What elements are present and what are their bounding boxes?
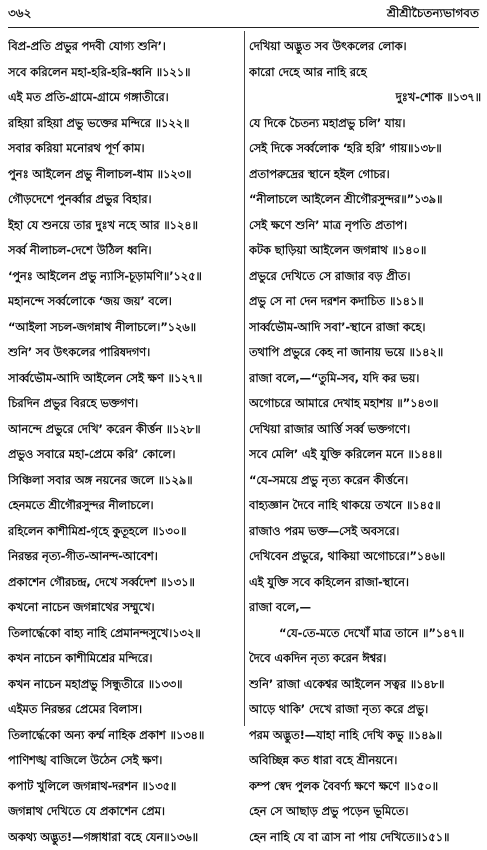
verse-line: রাজাও পরম ভক্ত—সেই অবসরে।	[249, 519, 481, 545]
page-header	[8, 4, 479, 26]
verse-line: যে দিকে চৈতন্য মহাপ্রভু চলি’ যায়।	[249, 111, 481, 137]
verse-line: রহিলেন কাশীমিশ্র-গৃহে কুতূহলে ॥১৩০॥	[8, 519, 240, 545]
verse-line: কটক ছাড়িয়া আইলেন জগন্নাথ ॥১৪০॥	[249, 238, 481, 264]
verse-line: দেখিবেন প্রভুরে, থাকিয়া অগোচরে।”১৪৬॥	[249, 544, 481, 570]
verse-line: এই মত প্রতি-গ্রামে-গ্রামে গঙ্গাতীরে।	[8, 85, 240, 111]
verse-line: সবার করিয়া মনোরথ পূর্ণ কাম।	[8, 136, 240, 162]
verse-line: হেনমতে শ্রীগৌরসুন্দর নীলাচলে।	[8, 493, 240, 519]
verse-line: দুঃখ-শোক ॥১৩৭॥	[249, 85, 481, 111]
verse-line: বাহ্যজ্ঞান দৈবে নাহি থাকয়ে তখনে ॥১৪৫॥	[249, 493, 481, 519]
left-column	[8, 34, 240, 850]
verse-line: কম্প স্বেদ পুলক বৈবর্ণ্য ক্ষণে ক্ষণে ॥১৫০॥	[249, 774, 481, 800]
verse-line: দেখিয়া রাজার আর্ত্তি সর্ব্ব ভক্তগণে।	[249, 417, 481, 443]
verse-line: কখনো নাচেন জগন্নাথের সম্মুখে।	[8, 595, 240, 621]
verse-line: ‘পুনঃ আইলেন প্রভু ন্যাসি-চূড়ামণি॥’১২৫॥	[8, 264, 240, 290]
verse-line: সবে মেলি’ এই যুক্তি করিলেন মনে ॥১৪৪॥	[249, 442, 481, 468]
verse-line: তিলার্দ্ধেকো অন্য কর্ম্ম নাহিক প্রকাশ ॥১৩৪॥	[8, 723, 240, 749]
verse-line: আড়ে থাকি’ দেখে রাজা নৃত্য করে প্রভু।	[249, 697, 481, 723]
verse-line: চিরদিন প্রভুর বিরহে ভক্তগণ।	[8, 391, 240, 417]
verse-line: তথাপি প্রভুরে কেহ না জানায় ভয়ে ॥১৪২॥	[249, 340, 481, 366]
verse-line: রহিয়া রহিয়া প্রভু ভক্তের মন্দিরে ॥১২২॥	[8, 111, 240, 137]
verse-line: ইহা যে শুনয়ে তার দুঃখ নহে আর ॥১২৪॥	[8, 213, 240, 239]
verse-line: পুনঃ আইলেন প্রভু নীলাচল-ধাম ॥১২৩॥	[8, 162, 240, 188]
verse-line: “যে-সময়ে প্রভু নৃত্য করেন কীর্ত্তনে।	[249, 468, 481, 494]
verse-line: হেন সে আছাড় প্রভু পড়েন ভূমিতে।	[249, 799, 481, 825]
verse-line: রাজা বলে,—	[249, 595, 481, 621]
column-divider	[244, 31, 245, 726]
verse-line: গৌড়দেশে পুনর্ব্বার প্রভুর বিহার।	[8, 187, 240, 213]
verse-line: প্রভুও সবারে মহা-প্রেমে করি’ কোলে।	[8, 442, 240, 468]
verse-line: মহানন্দে সর্ব্বলোকে ‘জয় জয়’ বলে।	[8, 289, 240, 315]
page-number: ৩৬২	[8, 5, 31, 25]
verse-line: সেই ক্ষণে শুনি’ মাত্র নৃপতি প্রতাপ।	[249, 213, 481, 239]
verse-line: সার্ব্বভৌম-আদি আইলেন সেই ক্ষণ ॥১২৭॥	[8, 366, 240, 392]
verse-line: শুনি’ রাজা একেশ্বর আইলেন সত্বর ॥১৪৮॥	[249, 672, 481, 698]
verse-line: কারো দেহে আর নাহি রহে	[249, 60, 481, 86]
verse-line: কখন নাচেন মহাপ্রভু সিন্ধুতীরে ॥১৩৩॥	[8, 672, 240, 698]
verse-line: জগন্নাথ দেখিতে যে প্রকাশেন প্রেম।	[8, 799, 240, 825]
verse-line: রাজা বলে,—“তুমি-সব, যদি কর ভয়।	[249, 366, 481, 392]
verse-line: প্রভু সে না দেন দরশন কদাচিত ॥১৪১॥	[249, 289, 481, 315]
book-title: শ্রীশ্রীচৈতন্যভাগবত	[387, 5, 479, 25]
verse-line: দৈবে একদিন নৃত্য করেন ঈশ্বর।	[249, 646, 481, 672]
verse-line: অকথ্য অদ্ভুত!—গঙ্গাধারা বহে যেন॥১৩৬॥	[8, 825, 240, 850]
verse-line: সার্ব্বভৌম-আদি সবা’-স্থানে রাজা কহে।	[249, 315, 481, 341]
verse-line: বিপ্র-প্রতি প্রভুর পদবী যোগ্য শুনি’।	[8, 34, 240, 60]
verse-line: পরম অদ্ভুত!—যাহা নাহি দেখি কভু ॥১৪৯॥	[249, 723, 481, 749]
verse-line: এই যুক্তি সবে কহিলেন রাজা-স্থানে।	[249, 570, 481, 596]
verse-line: প্রকাশেন গৌরচন্দ্র, দেখে সর্ব্বদেশ ॥১৩১॥	[8, 570, 240, 596]
verse-line: সেই দিকে সর্ব্বলোক ‘হরি হরি’ গায়॥১৩৮॥	[249, 136, 481, 162]
verse-line: হেন নাহি যে বা ত্রাস না পায় দেখিতে॥১৫১॥	[249, 825, 481, 850]
verse-line: প্রতাপরুদ্রের স্থানে হইল গোচর।	[249, 162, 481, 188]
verse-line: কপাট খুলিলে জগন্নাথ-দরশন ॥১৩৫॥	[8, 774, 240, 800]
verse-line: “আইলা সচল-জগন্নাথ নীলাচলে।”১২৬॥	[8, 315, 240, 341]
verse-line: আনন্দে প্রভুরে দেখি’ করেন কীর্ত্তন ॥১২৮॥	[8, 417, 240, 443]
right-column	[249, 34, 481, 850]
verse-line: অবিচ্ছিন্ন কত ধারা বহে শ্রীনয়নে।	[249, 748, 481, 774]
verse-line: “নীলাচলে আইলেন শ্রীগৌরসুন্দর॥”১৩৯॥	[249, 187, 481, 213]
verse-line: প্রভুরে দেখিতে সে রাজার বড় প্রীত।	[249, 264, 481, 290]
verse-line: এইমত নিরন্তর প্রেমের বিলাস।	[8, 697, 240, 723]
verse-line: সবে করিলেন মহা-হরি-হরি-ধ্বনি ॥১২১॥	[8, 60, 240, 86]
verse-line: শুনি’ সব উৎকলের পারিষদগণ।	[8, 340, 240, 366]
verse-line: কখন নাচেন কাশীমিশ্রের মন্দিরে।	[8, 646, 240, 672]
verse-line: “যে-তে-মতে দেখোঁ মাত্র তানে ॥”১৪৭॥	[249, 621, 481, 647]
verse-line: অগোচরে আমারে দেখাহ মহাশয় ॥”১৪৩॥	[249, 391, 481, 417]
header-rule	[8, 27, 479, 28]
verse-line: সিঞ্চিলা সবার অঙ্গ নয়নের জলে ॥১২৯॥	[8, 468, 240, 494]
verse-line: তিলার্দ্ধেকো বাহ্য নাহি প্রেমানন্দসুখে।১৩২॥	[8, 621, 240, 647]
verse-line: দেখিয়া অদ্ভুত সব উৎকলের লোক।	[249, 34, 481, 60]
verse-line: পাণিশঙ্খ বাজিলে উঠেন সেই ক্ষণ।	[8, 748, 240, 774]
verse-line: নিরন্তর নৃত্য-গীত-আনন্দ-আবেশ।	[8, 544, 240, 570]
verse-line: সর্ব্ব নীলাচল-দেশে উঠিল ধ্বনি।	[8, 238, 240, 264]
